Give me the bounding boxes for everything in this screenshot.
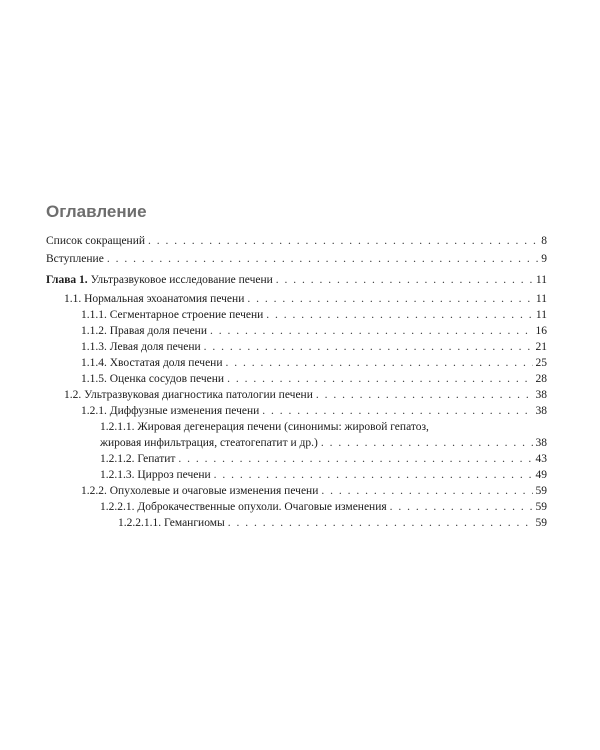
leader-dots <box>210 324 533 338</box>
leader-dots <box>228 516 533 530</box>
toc-entry-text: 1.1.3. Левая доля печени <box>81 341 201 353</box>
toc-entry-text: Вступление <box>46 253 104 265</box>
toc-entry-text: 1.2.2.1.1. Гемангиомы <box>118 517 225 529</box>
chapter-label: Глава 1. <box>46 274 88 286</box>
toc-page-number: 16 <box>535 325 547 337</box>
toc-entry-1-2-2 <box>0 484 547 498</box>
toc-page-number: 38 <box>535 437 547 449</box>
toc-page-number: 38 <box>535 389 547 401</box>
leader-dots <box>227 372 532 386</box>
leader-dots <box>262 404 532 418</box>
toc-entry-introduction <box>0 252 547 266</box>
toc-page-number: 21 <box>535 341 547 353</box>
toc-entry-1-1-1 <box>0 308 547 322</box>
toc-page-number: 25 <box>535 357 547 369</box>
toc-entry-1-1-3 <box>0 340 547 354</box>
toc-entry-text: 1.1. Нормальная эхоанатомия печени <box>64 293 245 305</box>
toc-page-number: 9 <box>541 253 547 265</box>
toc-entry-1-2-1-3 <box>0 468 547 482</box>
toc-page-number: 38 <box>535 405 547 417</box>
toc-entry-text: 1.1.4. Хвостатая доля печени <box>81 357 223 369</box>
toc-entry-1-2 <box>0 388 547 402</box>
toc-entry-1-1-5 <box>0 372 547 386</box>
leader-dots <box>276 273 533 287</box>
toc-entry-text: 1.1.2. Правая доля печени <box>81 325 207 337</box>
toc-page-number: 11 <box>535 274 547 286</box>
toc-entry-text: жировая инфильтрация, стеатогепатит и др.) <box>100 437 318 449</box>
toc-page-number: 28 <box>535 373 547 385</box>
leader-dots <box>225 356 532 370</box>
toc-page-number: 59 <box>535 517 547 529</box>
toc-entry-text: 1.1.1. Сегментарное строение печени <box>81 309 264 321</box>
toc-entry-text: 1.2.1.2. Гепатит <box>100 453 176 465</box>
toc-entry-1-2-1-1-line1: 1.2.1.1. Жировая дегенерация печени (синонимы: жировой гепатоз, <box>100 421 429 433</box>
toc-page-number: 11 <box>535 293 547 305</box>
toc-page-number: 43 <box>535 453 547 465</box>
toc-entry-1-1-2 <box>0 324 547 338</box>
toc-page-number: 49 <box>535 469 547 481</box>
toc-entry-text: 1.2.1.3. Цирроз печени <box>100 469 211 481</box>
leader-dots <box>316 388 533 402</box>
toc-entry-1-2-1-2 <box>0 452 547 466</box>
chapter-title: Ультразвуковое исследование печени <box>87 274 273 286</box>
toc-entry-1-2-1 <box>0 404 547 418</box>
toc-entry-chapter-1 <box>0 273 547 287</box>
leader-dots <box>204 340 533 354</box>
toc-entry-text: Список сокращений <box>46 235 146 247</box>
toc-page-number: 11 <box>535 309 547 321</box>
toc-entry-1-1-4 <box>0 356 547 370</box>
toc-entry-1-2-2-1-1 <box>0 516 547 530</box>
toc-entry-text: 1.2.1. Диффузные изменения печени <box>81 405 260 417</box>
leader-dots <box>247 292 533 306</box>
page-title: Оглавление <box>46 202 147 221</box>
toc-entry-text: 1.2. Ультразвуковая диагностика патологии печени <box>64 389 313 401</box>
leader-dots <box>178 452 532 466</box>
leader-dots <box>321 484 532 498</box>
toc-entry-1-1 <box>0 292 547 306</box>
toc-page-number: 8 <box>541 235 547 247</box>
leader-dots <box>148 234 538 248</box>
toc-entry-1-2-1-1 <box>0 436 547 450</box>
leader-dots <box>390 500 533 514</box>
toc-entry-text: 1.1.5. Оценка сосудов печени <box>81 373 225 385</box>
leader-dots <box>214 468 533 482</box>
toc-page-number: 59 <box>535 501 547 513</box>
toc-entry-text: 1.2.2.1. Доброкачественные опухоли. Очаговые изменения <box>100 501 387 513</box>
toc-entry-text <box>46 273 273 287</box>
toc-page-number: 59 <box>535 485 547 497</box>
leader-dots <box>107 252 538 266</box>
toc-entry-text: 1.2.2. Опухолевые и очаговые изменения печени <box>81 485 319 497</box>
toc-entry-abbreviations <box>0 234 547 248</box>
leader-dots <box>321 436 533 450</box>
toc-entry-1-2-2-1 <box>0 500 547 514</box>
leader-dots <box>266 308 533 322</box>
